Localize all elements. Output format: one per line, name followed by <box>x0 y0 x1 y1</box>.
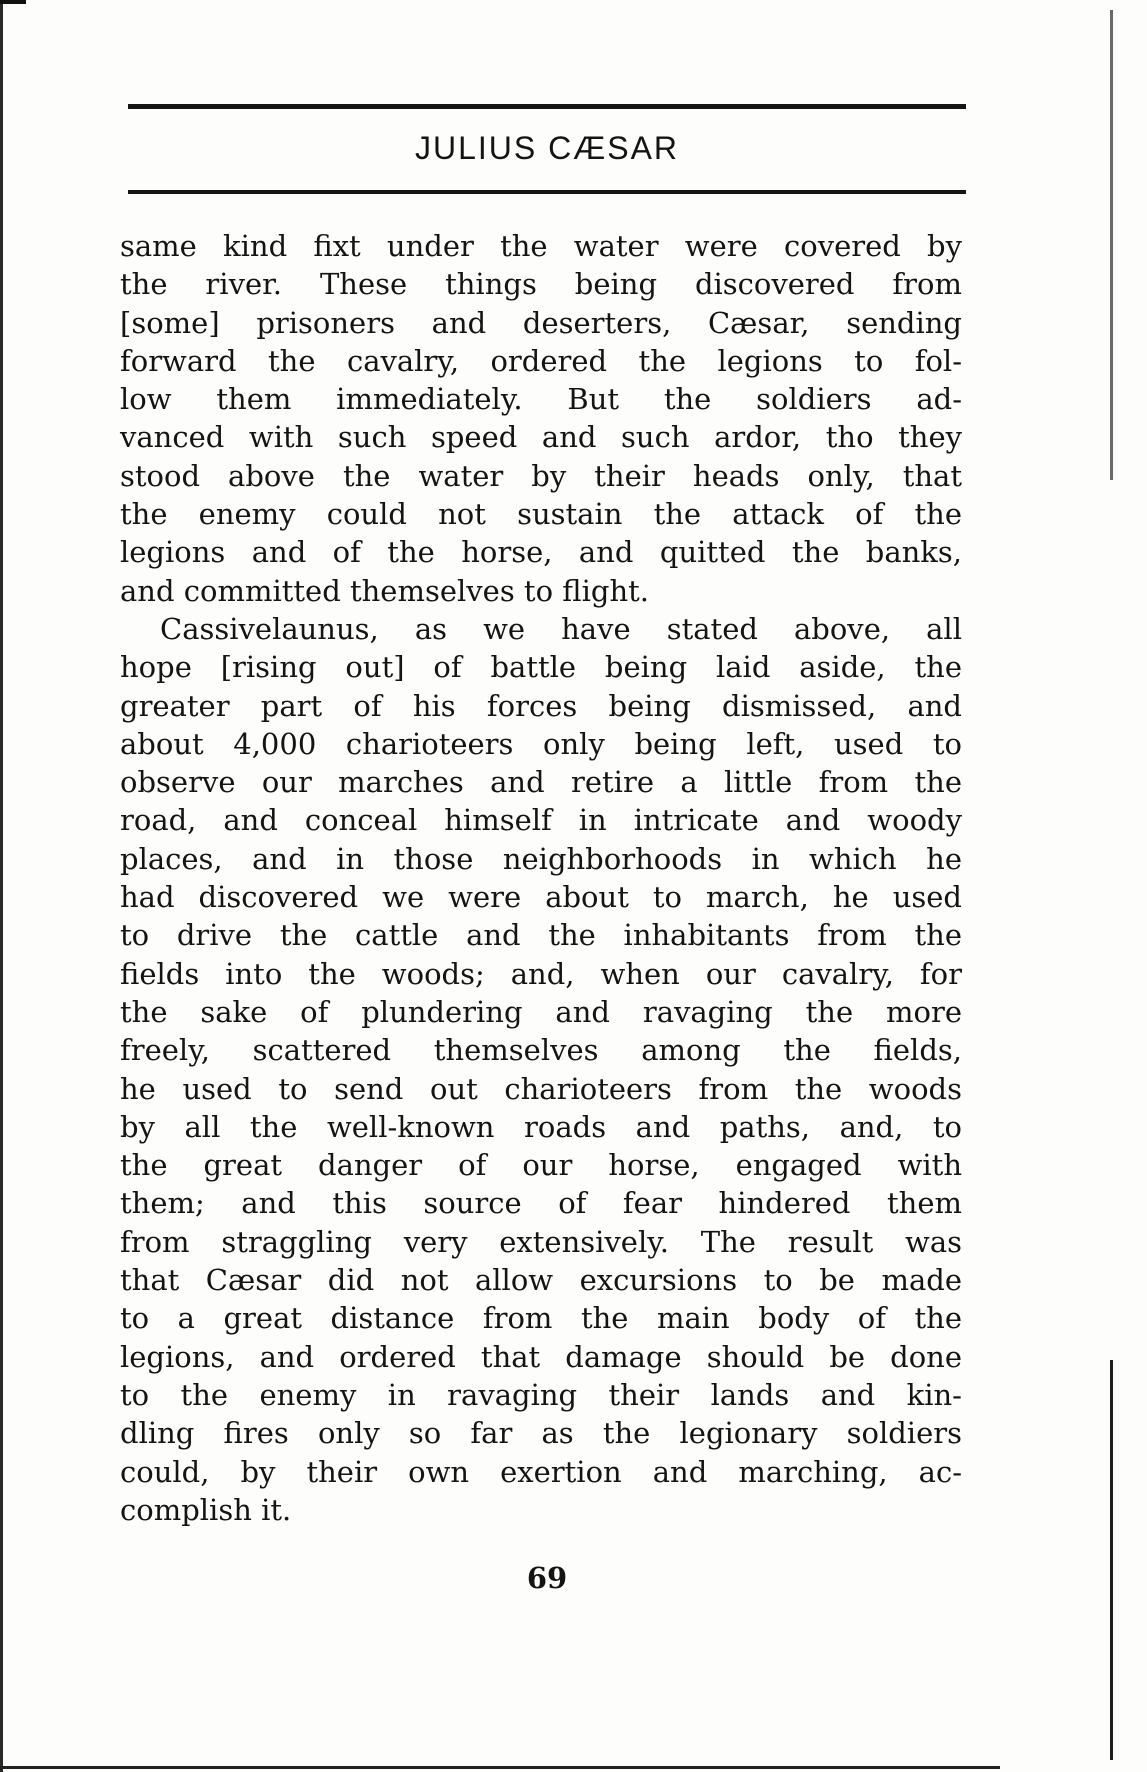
text-line: could, by their own exertion and marching, ac- <box>120 1454 962 1489</box>
text-line: greater part of his forces being dismissed, and <box>120 688 962 723</box>
text-line: by all the well-known roads and paths, and, to <box>120 1109 962 1144</box>
text-line: observe our marches and retire a little from the <box>120 765 962 800</box>
text-line: that Cæsar did not allow excursions to be made <box>120 1263 962 1298</box>
text-line: he used to send out charioteers from the woods <box>120 1071 962 1106</box>
scan-edge-right-lower <box>1110 1360 1113 1760</box>
text-line: [some] prisoners and deserters, Cæsar, sending <box>120 305 962 340</box>
running-head: JULIUS CÆSAR <box>414 130 680 166</box>
paragraph <box>120 227 962 610</box>
text-line: the sake of plundering and ravaging the more <box>120 994 962 1029</box>
text-line: same kind fixt under the water were covered by <box>120 229 962 263</box>
text-line: fields into the woods; and, when our cavalry, for <box>120 956 962 991</box>
text-line: to drive the cattle and the inhabitants from the <box>120 918 962 953</box>
text-line: Cassivelaunus, as we have stated above, all <box>160 611 962 646</box>
text-line: vanced with such speed and such ardor, tho they <box>120 420 962 455</box>
text-line: freely, scattered themselves among the fields, <box>120 1033 962 1068</box>
text-line: stood above the water by their heads only, that <box>120 458 962 493</box>
text-line: legions, and ordered that damage should be done <box>120 1339 962 1374</box>
text-line: road, and conceal himself in intricate and woody <box>120 803 962 838</box>
page-number: 69 <box>526 1561 568 1595</box>
text-line: hope [rising out] of battle being laid aside, the <box>120 650 962 685</box>
text-line: complish it. <box>120 1492 292 1527</box>
text-line: the enemy could not sustain the attack of the <box>120 497 962 532</box>
text-line: legions and of the horse, and quitted the banks, <box>120 535 962 570</box>
text-line: about 4,000 charioteers only being left, used to <box>120 726 962 761</box>
text-line: low them immediately. But the soldiers ad- <box>120 382 962 417</box>
paragraph <box>120 610 962 1529</box>
text-line: and committed themselves to flight. <box>120 573 649 608</box>
scan-edge-left <box>0 0 3 1772</box>
text-line: the river. These things being discovered from <box>120 267 962 302</box>
text-line: them; and this source of fear hindered them <box>120 1186 962 1221</box>
text-line: had discovered we were about to march, he used <box>120 880 962 915</box>
header-rule-top <box>128 104 966 109</box>
body-text <box>120 227 962 1529</box>
scan-edge-right-upper <box>1110 10 1113 480</box>
text-line: to a great distance from the main body of the <box>120 1301 962 1336</box>
text-line: places, and in those neighborhoods in which he <box>120 841 962 876</box>
scan-edge-corner <box>0 0 26 4</box>
text-line: dling fires only so far as the legionary soldiers <box>120 1416 962 1451</box>
text-line: from straggling very extensively. The result was <box>120 1224 962 1259</box>
text-line: to the enemy in ravaging their lands and kin- <box>120 1377 962 1412</box>
header-rule-bottom <box>128 190 966 194</box>
text-line: forward the cavalry, ordered the legions to fol- <box>120 343 962 378</box>
scan-edge-bottom <box>0 1766 1000 1769</box>
text-line: the great danger of our horse, engaged with <box>120 1148 962 1183</box>
